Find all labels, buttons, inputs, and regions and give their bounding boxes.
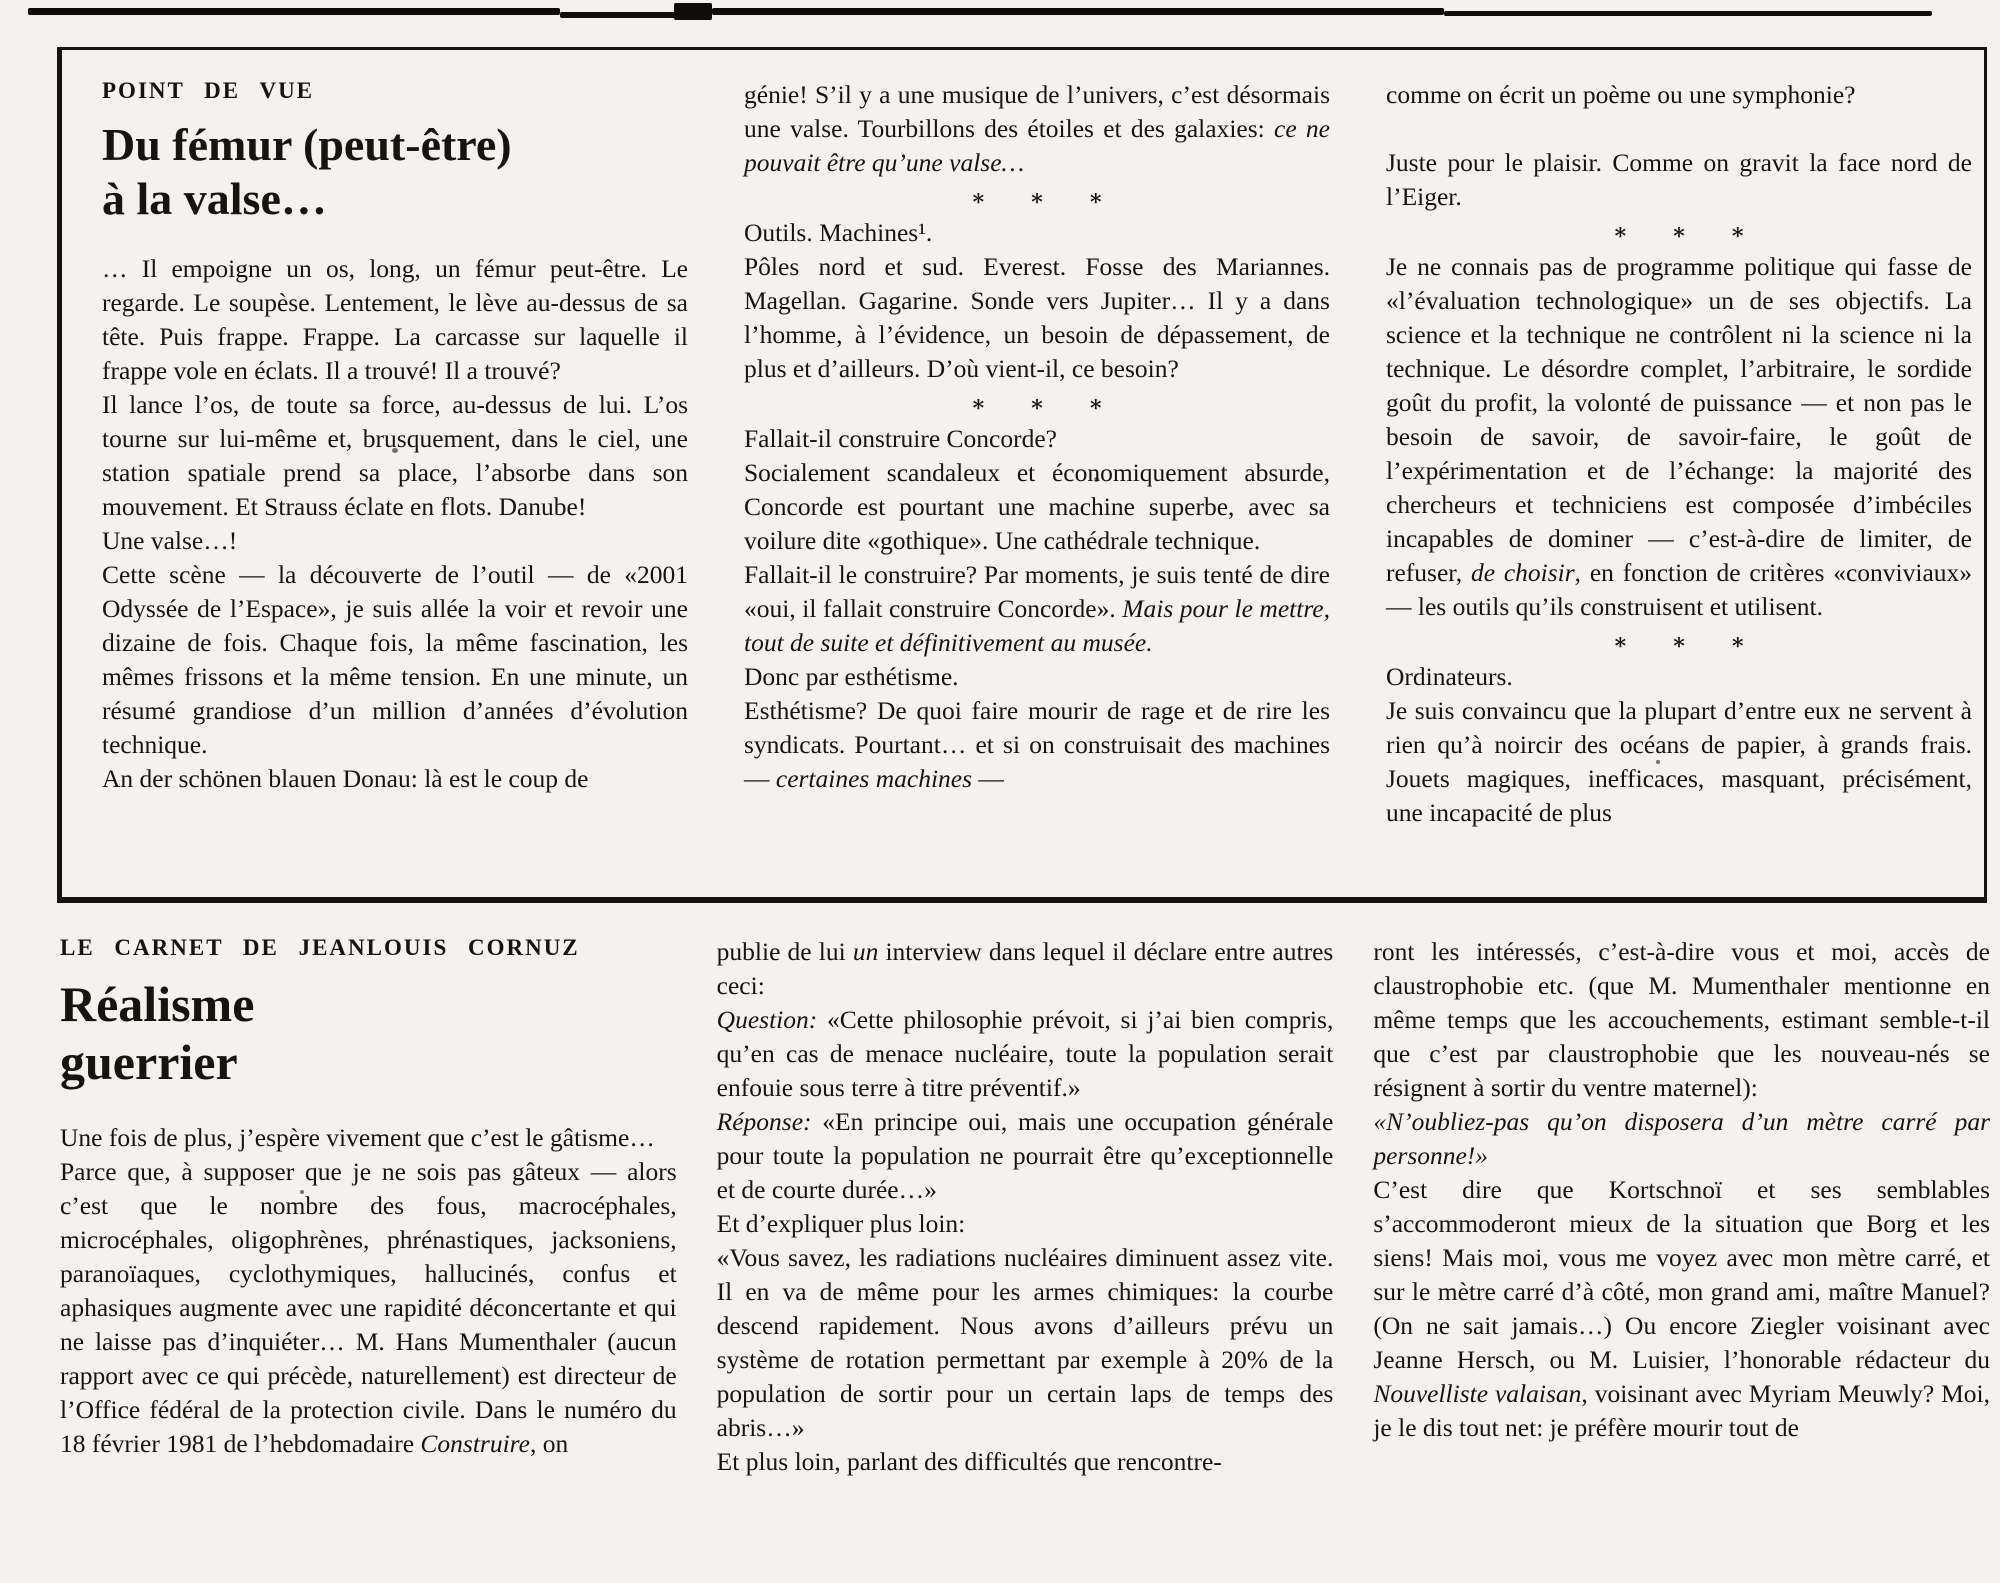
text-run: Une fois de plus, j’espère vivement que c’est le gâtisme… (60, 1123, 655, 1152)
scan-edge-artifact (712, 8, 1444, 15)
article-point-de-vue (57, 47, 1987, 903)
italic-run: certaines machines (775, 764, 973, 793)
text-run: , en fonction de critères «conviviaux» — les outils qu’ils construisent et utilisent. (1386, 558, 1973, 621)
body-paragraph (744, 216, 1330, 250)
body-paragraph (744, 694, 1330, 796)
text-run: Il lance l’os, de toute sa force, au-dessus de lui. L’os tourne sur lui-même et, brusquement, dans le ciel, une station spatiale prend sa place, l’absorbe dans son mouvement. Et Strauss éclate en flots. Danube! (102, 390, 688, 521)
text-run: Socialement scandaleux et économiquement absurde, Concorde est pourtant une machine superbe, avec sa voilure dite «gothique». Une cathédrale technique. (744, 458, 1330, 555)
italic-run: Réponse: (716, 1107, 812, 1136)
article-column-2 (717, 935, 1334, 1479)
section-separator-stars: ∗ ∗ ∗ (970, 185, 1104, 210)
text-run: Et plus loin, parlant des difficultés que rencontre- (716, 1447, 1222, 1476)
title-line: Réalisme (60, 976, 255, 1032)
italic-run: Nouvelliste valaisan (1373, 1379, 1582, 1408)
body-paragraph (1386, 660, 1972, 694)
text-run: Esthétisme? De quoi faire mourir de rage et de rire les syndicats. Pourtant… et si on construisait des machines — (744, 696, 1330, 793)
italic-run: Mais pour le mettre, tout de suite et définitivement au musée. (744, 594, 1330, 657)
article-title (60, 975, 677, 1091)
text-run: interview dans lequel il déclare entre autres ceci: (716, 937, 1334, 1000)
title-line: guerrier (60, 1034, 238, 1090)
body-paragraph (744, 558, 1330, 660)
body-paragraph (102, 388, 688, 524)
scan-edge-artifact (560, 12, 678, 18)
text-run: … Il empoigne un os, long, un fémur peut-être. Le regarde. Le soupèse. Lentement, le lève au-dessus de sa tête. Puis frappe. Frappe. La carcasse sur laquelle il frappe vole en éclats. Il a trouvé! Il a trouvé? (102, 254, 688, 385)
paragraph-gap (1386, 112, 1972, 146)
text-run: Fallait-il construire Concorde? (744, 424, 1057, 453)
text-run: Fallait-il le construire? Par moments, je suis tenté de dire «oui, il fallait construire Concorde». (744, 560, 1330, 623)
section-separator-stars: ∗ ∗ ∗ (1612, 629, 1746, 654)
text-run: — (972, 764, 1004, 793)
italic-run: «N’oubliez-pas qu’on disposera d’un mètre carré par personne!» (1373, 1107, 1990, 1170)
text-run: Et d’expliquer plus loin: (716, 1209, 966, 1238)
text-run: An der schönen blauen Donau: là est le coup de (102, 764, 589, 793)
body-paragraph (102, 762, 688, 796)
article-kicker: LE CARNET DE JEANLOUIS CORNUZ (60, 935, 580, 960)
section-separator-stars: ∗ ∗ ∗ (970, 391, 1104, 416)
italic-run: de choisir (1470, 558, 1575, 587)
body-paragraph (1373, 1173, 1990, 1445)
text-run: Pôles nord et sud. Everest. Fosse des Mariannes. Magellan. Gagarine. Sonde vers Jupiter… Il y a dans l’homme, à l’évidence, un besoin de dépassement, de plus et d’ailleurs. D’où vient-il, ce besoin? (744, 252, 1330, 383)
article-column-3 (1373, 935, 1990, 1479)
section-separator-stars: ∗ ∗ ∗ (1612, 219, 1746, 244)
text-run: Outils. Machines¹. (744, 218, 933, 247)
body-paragraph (717, 1445, 1334, 1479)
scan-edge-artifact (1444, 11, 1932, 16)
text-run: «En principe oui, mais une occupation générale pour toute la population ne pourrait être qu’exceptionnelle et de courte durée…» (716, 1107, 1334, 1204)
body-paragraph (102, 558, 688, 762)
body-paragraph (744, 456, 1330, 558)
body-paragraph (1386, 78, 1972, 112)
italic-run: ce ne pouvait être qu’une valse… (744, 114, 1330, 177)
body-paragraph (1386, 146, 1972, 214)
text-run: Parce que, à supposer que je ne sois pas gâteux — alors c’est que le nombre des fous, macrocéphales, microcéphales, oligophrènes, phrénastiques, jacksoniens, paranoïaques, cyclothymiques, hallucinés, confus et aphasiques augmente avec une rapidité déconcertante et qui ne laisse pas d’inquiéter… M. Hans Mumenthaler (aucun rapport avec ce qui précède, naturellement) est directeur de l’Office fédéral de la protection civile. Dans le numéro du 18 février 1981 de l’hebdomadaire (60, 1157, 677, 1458)
body-paragraph (717, 1003, 1334, 1105)
text-run: Donc par esthétisme. (744, 662, 959, 691)
body-paragraph (744, 78, 1330, 180)
body-paragraph (744, 660, 1330, 694)
body-paragraph (717, 1105, 1334, 1207)
body-paragraph (744, 422, 1330, 456)
title-line: Du fémur (peut-être) (102, 119, 512, 170)
italic-run: un (852, 937, 879, 966)
article-column-body (102, 252, 688, 796)
text-run: Ordinateurs. (1386, 662, 1513, 691)
body-paragraph (102, 524, 688, 558)
title-line: à la valse… (102, 173, 327, 224)
body-paragraph (1386, 250, 1972, 624)
italic-run: Question: (716, 1005, 818, 1034)
body-paragraph (60, 1121, 677, 1155)
text-run: ront les intéressés, c’est-à-dire vous et moi, accès de claustrophobie etc. (que M. Mumenthaler mentionne en même temps que les accouchements, estimant semble-t-il que c’est par claustrophobie que les nouveau-nés se résignent à sortir du ventre maternel): (1373, 937, 1990, 1102)
text-run: Je ne connais pas de programme politique qui fasse de «l’évaluation technologique» un de ses objectifs. La science et la technique ne contrôlent ni la science ni la technique. Le désordre complet, l’arbitraire, le sordide goût du profit, la volonté de puissance — et non pas le besoin de savoir, de savoir-faire, le goût de l’expérimentation et de l’échange: la majorité des chercheurs et techniciens est composée d’imbéciles incapables de dominer — c’est-à-dire de limiter, de refuser, (1386, 252, 1972, 587)
article-column-3 (1386, 78, 1972, 887)
text-run: publie de lui (716, 937, 853, 966)
article-column-body (60, 1121, 677, 1461)
body-paragraph (717, 1241, 1334, 1445)
text-run: Cette scène — la découverte de l’outil — de «2001 Odyssée de l’Espace», je suis allée la voir et revoir une dizaine de fois. Chaque fois, la même fascination, les mêmes frissons et la même tension. En une minute, un résumé grandiose d’un million d’années d’évolution technique. (102, 560, 688, 759)
body-paragraph (744, 250, 1330, 386)
article-column-2 (744, 78, 1330, 887)
text-run: «Cette philosophie prévoit, si j’ai bien compris, qu’en cas de menace nucléaire, toute la population serait enfouie sous terre à titre préventif.» (716, 1005, 1334, 1102)
article-column-1 (60, 935, 677, 1479)
article-kicker: POINT DE VUE (102, 78, 315, 103)
body-paragraph (1386, 694, 1972, 830)
italic-run: Construire (420, 1429, 530, 1458)
article-column-1 (102, 78, 688, 887)
text-run: , voisinant avec Myriam Meuwly? Moi, je le dis tout net: je préfère mourir tout de (1373, 1379, 1991, 1442)
body-paragraph (1373, 1105, 1990, 1173)
body-paragraph (717, 1207, 1334, 1241)
article-title (102, 118, 688, 226)
body-paragraph (102, 252, 688, 388)
body-paragraph (717, 935, 1334, 1003)
text-run: «Vous savez, les radiations nucléaires diminuent assez vite. Il en va de même pour les armes chimiques: la courbe descend rapidement. Nous avons d’ailleurs prévu un système de rotation permettant par exemple à 20% de la population de sortir pour un certain laps de temps des abris…» (716, 1243, 1334, 1442)
body-paragraph (60, 1155, 677, 1461)
text-run: Une valse…! (102, 526, 238, 555)
text-run: Juste pour le plaisir. Comme on gravit la face nord de l’Eiger. (1386, 148, 1972, 211)
text-run: comme on écrit un poème ou une symphonie? (1386, 80, 1856, 109)
article-realisme-guerrier (60, 935, 1990, 1479)
text-run: Je suis convaincu que la plupart d’entre eux ne servent à rien qu’à noircir des océans de papier, à grands frais. Jouets magiques, inefficaces, masquant, précisément, une incapacité de plus (1386, 696, 1972, 827)
body-paragraph (1373, 935, 1990, 1105)
text-run: C’est dire que Kortschnoï et ses semblables s’accommoderont mieux de la situation que Borg et les siens! Mais moi, vous me voyez avec mon mètre carré, et sur le mètre carré d’à côté, mon grand ami, maître Manuel? (On ne sait jamais…) Ou encore Ziegler voisinant avec Jeanne Hersch, ou M. Luisier, l’honorable rédacteur du (1373, 1175, 1990, 1374)
text-run: génie! S’il y a une musique de l’univers, c’est désormais une valse. Tourbillons des étoiles et des galaxies: (744, 80, 1330, 143)
scan-edge-artifact (674, 3, 712, 20)
text-run: , on (529, 1429, 569, 1458)
scan-edge-artifact (28, 8, 560, 15)
